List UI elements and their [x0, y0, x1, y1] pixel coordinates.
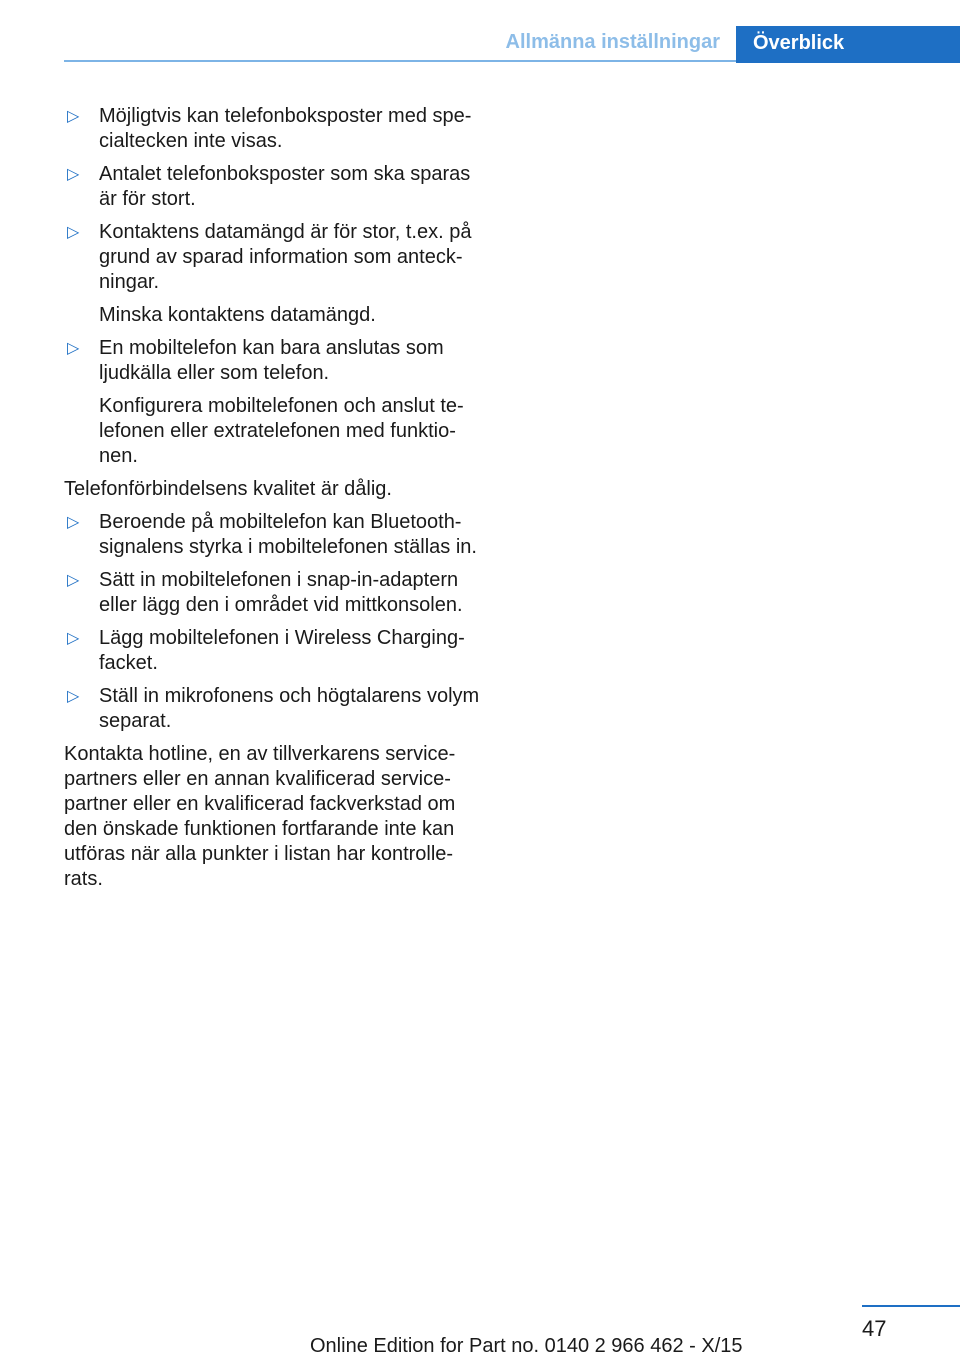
bullet-triangle-icon: ▷ — [67, 572, 80, 589]
list-item-text: Ställ in mikrofonens och högtalarens volym separat. — [99, 685, 480, 732]
bullet-triangle-icon: ▷ — [67, 688, 80, 705]
page-number-rule — [862, 1305, 960, 1307]
list-item-text: Lägg mobiltelefonen i Wireless Charging- facket. — [99, 627, 465, 674]
bullet-triangle-icon: ▷ — [67, 514, 80, 531]
page-number: 47 — [862, 1316, 887, 1341]
list-item — [64, 626, 480, 676]
bullet-triangle-icon: ▷ — [67, 630, 80, 647]
header-rule — [64, 60, 736, 62]
breadcrumb[interactable]: Allmänna inställningar — [505, 31, 720, 53]
list-item — [64, 336, 480, 469]
list-item-note: Konfigurera mobiltelefonen och anslut te- lefonen eller extratelefonen med funktio- nen. — [99, 395, 464, 467]
section-heading: Telefonförbindelsens kvalitet är dålig. — [64, 478, 392, 500]
footer-edition: Online Edition for Part no. 0140 2 966 462 - X/15 — [310, 1335, 743, 1357]
bullet-triangle-icon: ▷ — [67, 108, 80, 125]
closing-paragraph: Kontakta hotline, en av tillverkarens service- partners eller en annan kvalificerad service- partner eller en kvalificerad fackverkstad om den önskade funktionen fortfarande inte kan utföras när alla punkter i listan har kontrolle- rats. — [64, 743, 456, 890]
list-item — [64, 568, 480, 618]
list-item — [64, 104, 480, 154]
list-item — [64, 162, 480, 212]
list-item-text: Sätt in mobiltelefonen i snap-in-adaptern eller lägg den i området vid mittkonsolen. — [99, 569, 463, 616]
list-item — [64, 684, 480, 734]
bullet-triangle-icon: ▷ — [67, 166, 80, 183]
list-item-text: Beroende på mobiltelefon kan Bluetooth- signalens styrka i mobiltelefonen ställas in. — [99, 511, 477, 558]
list-item-text: Möjligtvis kan telefonboksposter med spe- cialtecken inte visas. — [99, 105, 472, 152]
list-item-note: Minska kontaktens datamängd. — [99, 304, 376, 326]
list-item — [64, 510, 480, 560]
bullet-triangle-icon: ▷ — [67, 224, 80, 241]
list-item-text: En mobiltelefon kan bara anslutas som ljudkälla eller som telefon. — [99, 337, 444, 384]
list-item-text: Kontaktens datamängd är för stor, t.ex. på grund av sparad information som anteck- ningar. — [99, 221, 472, 293]
tab-overview[interactable]: Överblick — [736, 26, 960, 63]
page-content — [64, 104, 480, 900]
list-item-text: Antalet telefonboksposter som ska sparas är för stort. — [99, 163, 471, 210]
bullet-triangle-icon: ▷ — [67, 340, 80, 357]
list-item — [64, 220, 480, 328]
